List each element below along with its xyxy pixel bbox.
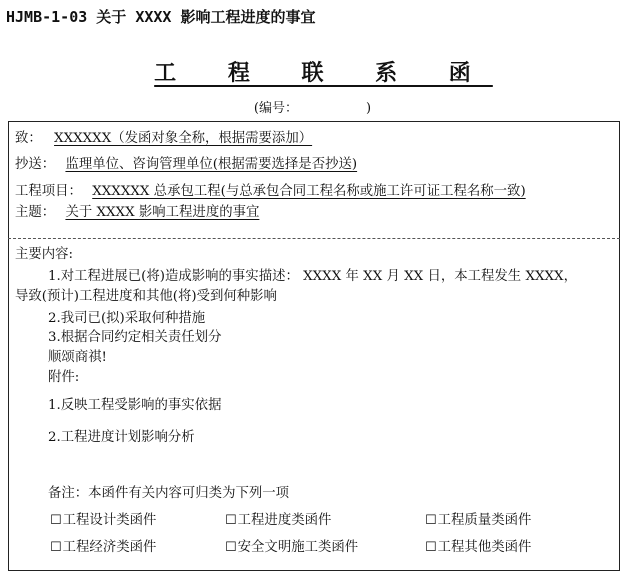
to-label: 致：: [15, 131, 42, 146]
project-label: 工程项目：: [15, 184, 82, 199]
document-title-text: 工 程 联 系 函: [154, 60, 493, 86]
category-label: 工程设计类函件: [62, 513, 157, 528]
checkbox-icon: ☐: [225, 513, 237, 528]
checkbox-icon: ☐: [425, 513, 437, 528]
cc-value: 监理单位、咨询管理单位(根据需要选择是否抄送): [65, 157, 358, 172]
remark-text: 备注：本函件有关内容可归类为下列一项: [48, 486, 290, 501]
project-row: [15, 183, 526, 201]
content-heading: 主要内容:: [15, 247, 74, 262]
item-1-line-2: 导致(预计)工程进度和其他(将)受到何种影响: [15, 289, 277, 304]
category-label: 工程经济类函件: [62, 540, 157, 555]
category-economic[interactable]: [50, 539, 156, 557]
category-schedule[interactable]: [225, 512, 331, 530]
subject-label: 主题：: [15, 205, 56, 220]
item-3: 3.根据合同约定相关责任划分: [48, 330, 222, 345]
cc-row: [15, 156, 357, 174]
category-label: 工程质量类函件: [437, 513, 532, 528]
category-design[interactable]: [50, 512, 156, 530]
cc-label: 抄送：: [15, 157, 56, 172]
subject-value: 关于 XXXX 影响工程进度的事宜: [65, 205, 260, 220]
number-close: ): [366, 101, 372, 116]
to-row: [15, 130, 312, 148]
category-label: 工程其他类函件: [437, 540, 532, 555]
document-title: [0, 56, 625, 87]
item-1-line-1: 1.对工程进展已(将)造成影响的事实描述： XXXX 年 XX 月 XX 日，本工程发生 XXXX，: [48, 269, 577, 284]
section-divider: [8, 238, 620, 239]
checkbox-icon: ☐: [225, 540, 237, 555]
attachments-label: 附件:: [48, 370, 80, 385]
category-safety[interactable]: [225, 539, 358, 557]
category-other[interactable]: [425, 539, 531, 557]
attachment-2: 2.工程进度计划影响分析: [48, 430, 195, 445]
to-value: XXXXXX（发函对象全称，根据需要添加）: [54, 131, 313, 146]
number-label: (编号：: [253, 101, 298, 116]
category-label: 工程进度类函件: [237, 513, 332, 528]
checkbox-icon: ☐: [425, 540, 437, 555]
project-value: XXXXXX 总承包工程(与总承包合同工程名称或施工许可证工程名称一致): [92, 184, 526, 199]
subject-row: [15, 204, 259, 222]
closing-text: 顺颂商祺!: [48, 350, 107, 365]
checkbox-icon: ☐: [50, 540, 62, 555]
attachment-1: 1.反映工程受影响的事实依据: [48, 398, 222, 413]
category-quality[interactable]: [425, 512, 531, 530]
item-2: 2.我司已(拟)采取何种措施: [48, 311, 206, 326]
document-number: [0, 97, 625, 116]
document-code: HJMB-1-03 关于 XXXX 影响工程进度的事宜: [6, 8, 316, 26]
checkbox-icon: ☐: [50, 513, 62, 528]
category-label: 安全文明施工类函件: [237, 540, 359, 555]
